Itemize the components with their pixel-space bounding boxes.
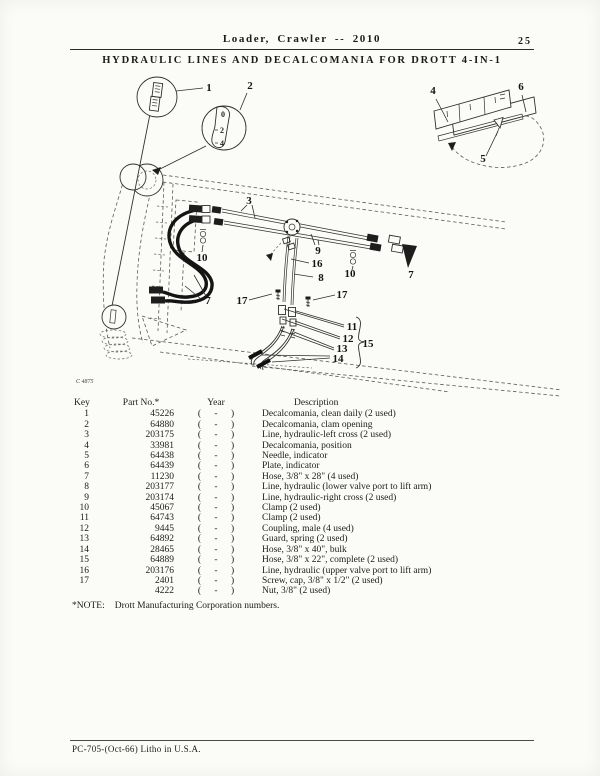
valve-tubes: [283, 236, 298, 305]
table-row: [72, 576, 534, 586]
col-header-key: Key: [74, 398, 90, 408]
table-row: [72, 472, 534, 482]
cell-year: ( - ): [197, 440, 235, 451]
cell-year: ( - ): [197, 503, 235, 514]
callout-9: 9: [315, 245, 321, 257]
cell-year: ( - ): [197, 586, 235, 597]
callout-3: 3: [246, 195, 252, 207]
table-row: [72, 441, 534, 451]
cell-year: ( - ): [197, 492, 235, 503]
cell-desc: Screw, cap, 3/8" x 1/2" (2 used): [262, 575, 383, 586]
cell-desc: Needle, indicator: [262, 451, 328, 462]
cell-key: 3: [84, 430, 89, 441]
footer-rule: [70, 740, 534, 741]
footnote: [72, 601, 279, 611]
callout-10-left: 10: [196, 252, 208, 264]
footnote-text: Drott Manufacturing Corporation numbers.: [114, 601, 280, 611]
table-row: [72, 503, 534, 513]
cell-year: ( - ): [197, 534, 235, 545]
callout-7-left: 7: [205, 295, 211, 307]
callout-1: 1: [206, 82, 212, 94]
table-row: [72, 566, 534, 576]
cell-part: 64439: [150, 461, 174, 472]
callout-4: 4: [430, 85, 436, 97]
cell-key: 9: [84, 492, 89, 503]
cell-part: 64743: [150, 513, 174, 524]
cell-desc: Clamp (2 used): [262, 513, 321, 524]
decal-scale-4: 4: [220, 139, 224, 148]
callout-11: 11: [346, 321, 358, 333]
cell-desc: Plate, indicator: [262, 461, 320, 472]
callout-12: 12: [342, 333, 354, 345]
callout-14: 14: [332, 353, 344, 365]
table-row: [72, 409, 534, 419]
cell-key: 4: [84, 440, 89, 451]
cell-year: ( - ): [197, 461, 235, 472]
callout-16: 16: [311, 258, 323, 270]
cell-year: ( - ): [197, 419, 235, 430]
cell-key: 11: [79, 513, 89, 524]
cell-part: 2401: [155, 575, 174, 586]
page-header-title: Loader, Crawler -- 2010: [222, 33, 382, 45]
cell-part: 9445: [155, 523, 174, 534]
cell-year: ( - ): [197, 544, 235, 555]
cell-year: ( - ): [197, 513, 235, 524]
cell-part: 45067: [150, 503, 174, 514]
cell-desc: Line, hydraulic (lower valve port to lift arm): [262, 482, 432, 493]
table-row: [72, 545, 534, 555]
table-row: [72, 555, 534, 565]
cell-part: 64892: [150, 534, 174, 545]
callout-7-right: 7: [408, 269, 414, 281]
cell-part: 4222: [155, 586, 174, 597]
cell-desc: Hose, 3/8" x 28" (4 used): [262, 471, 359, 482]
decal-scale-0: 0: [221, 110, 225, 119]
table-row: [72, 493, 534, 503]
callout-10-right: 10: [344, 268, 356, 280]
table-row: [72, 451, 534, 461]
cell-key: 2: [84, 419, 89, 430]
table-row: [72, 534, 534, 544]
cell-key: 10: [79, 503, 89, 514]
cell-key: 16: [79, 565, 89, 576]
cell-part: 64880: [150, 419, 174, 430]
callout-13: 13: [336, 343, 348, 355]
cell-desc: Clamp (2 used): [262, 503, 321, 514]
cell-key: 14: [79, 544, 89, 555]
cell-desc: Hose, 3/8" x 22", complete (2 used): [262, 555, 398, 566]
decal-scale-2: 2: [220, 126, 224, 135]
table-row: [72, 482, 534, 492]
cell-part: 203177: [145, 482, 174, 493]
callout-17-right: 17: [336, 289, 348, 301]
table-row: [72, 430, 534, 440]
col-header-part: Part No.*: [122, 398, 160, 408]
cell-key: 6: [84, 461, 89, 472]
cell-year: ( - ): [197, 575, 235, 586]
callout-5: 5: [480, 153, 486, 165]
callout-17-left: 17: [236, 295, 248, 307]
cell-desc: Line, hydraulic (upper valve port to lift arm): [262, 565, 432, 576]
table-row: [72, 420, 534, 430]
callout-6: 6: [518, 81, 524, 93]
cell-desc: Hose, 3/8" x 40", bulk: [262, 544, 347, 555]
page-number: 25: [518, 36, 532, 47]
cell-year: ( - ): [197, 565, 235, 576]
parts-table-header: [72, 398, 534, 408]
cell-year: ( - ): [197, 555, 235, 566]
cell-year: ( - ): [197, 409, 235, 420]
cell-key: [72, 586, 102, 596]
cell-desc: Guard, spring (2 used): [262, 534, 348, 545]
footnote-label: *NOTE:: [72, 601, 105, 611]
cell-part: 28465: [150, 544, 174, 555]
callout-8: 8: [318, 272, 324, 284]
footer-imprint: PC-705-(Oct-66) Litho in U.S.A.: [72, 744, 201, 754]
cell-key: 7: [84, 471, 89, 482]
cell-key: 1: [84, 409, 89, 420]
cell-desc: Line, hydraulic-right cross (2 used): [262, 492, 397, 503]
table-row: [72, 586, 534, 596]
cell-year: ( - ): [197, 482, 235, 493]
cell-part: 33981: [150, 440, 174, 451]
cell-key: 13: [79, 534, 89, 545]
cell-part: 203175: [145, 430, 174, 441]
section-title: HYDRAULIC LINES AND DECALCOMANIA FOR DROTT 4-IN-1: [102, 55, 502, 66]
table-row: [72, 461, 534, 471]
cell-year: ( - ): [197, 523, 235, 534]
cell-part: 64889: [150, 555, 174, 566]
cell-key: 15: [79, 555, 89, 566]
callout-2: 2: [247, 80, 253, 92]
col-header-year: Year: [207, 398, 225, 408]
cell-part: 11230: [150, 471, 174, 482]
cell-key: 17: [79, 575, 89, 586]
table-row: [72, 513, 534, 523]
cell-key: 8: [84, 482, 89, 493]
parts-table: [72, 398, 534, 597]
cell-year: ( - ): [197, 451, 235, 462]
cell-desc: Line, hydraulic-left cross (2 used): [262, 430, 391, 441]
figure-label: C 4875: [76, 379, 94, 385]
cell-part: 203174: [145, 492, 174, 503]
cell-year: ( - ): [197, 471, 235, 482]
cell-desc: Decalcomania, clean daily (2 used): [262, 409, 396, 420]
cell-key: 12: [79, 523, 89, 534]
cell-part: 45226: [150, 409, 174, 420]
decal-location-circle: [102, 305, 126, 329]
cell-part: 203176: [145, 565, 174, 576]
cell-desc: Decalcomania, clam opening: [262, 419, 373, 430]
callout-15: 15: [362, 338, 374, 350]
cell-key: 5: [84, 451, 89, 462]
cell-desc: Decalcomania, position: [262, 440, 352, 451]
cell-part: 64438: [150, 451, 174, 462]
cell-desc: Coupling, male (4 used): [262, 523, 354, 534]
bracket: [402, 244, 417, 268]
cell-desc: Nut, 3/8" (2 used): [262, 586, 331, 597]
cell-year: ( - ): [197, 430, 235, 441]
col-header-description: Description: [294, 398, 339, 408]
table-row: [72, 524, 534, 534]
parts-rows: [72, 409, 534, 596]
